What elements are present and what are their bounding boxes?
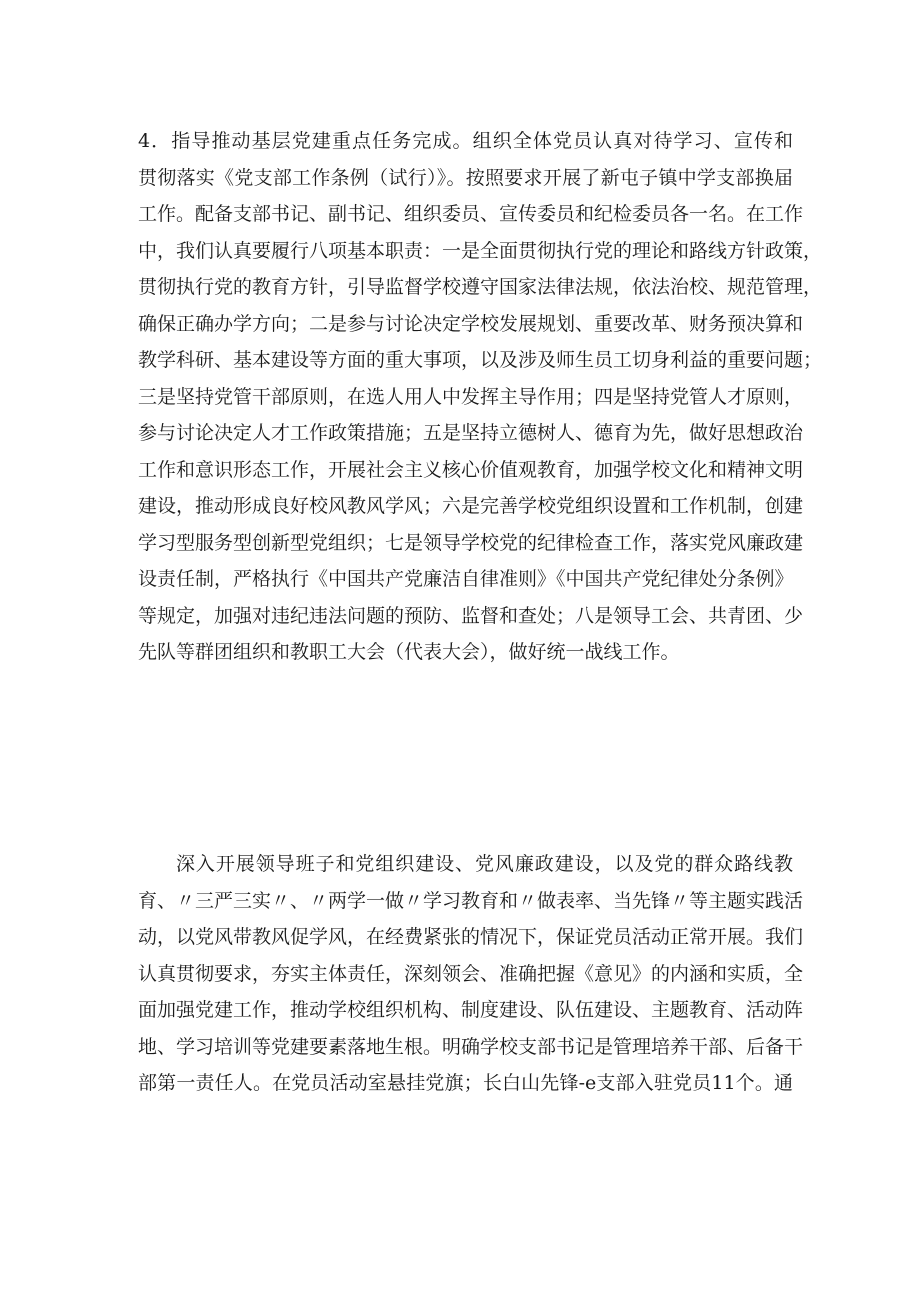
text-line: 部第一责任人。在党员活动室悬挂党旗；长白山先锋-e支部入驻党员11个。通 (138, 1072, 793, 1094)
text-line: 先队等群团组织和教职工大会（代表大会），做好统一战线工作。 (138, 641, 680, 663)
paragraph-party-duties (138, 123, 823, 671)
text-line: 学习型服务型创新型党组织；七是领导学校党的纪律检查工作，落实党风廉政建 (138, 531, 804, 554)
text-line: 等规定，加强对违纪违法问题的预防、监督和查处；八是领导工会、共青团、少 (138, 604, 804, 627)
text-line: 确保正确办学方向；二是参与讨论决定学校发展规划、重要改革、财务预决算和 (138, 312, 804, 335)
text-line: 动，以党风带教风促学风，在经费紧张的情况下，保证党员活动正常开展。我们 (138, 926, 804, 948)
text-line: 工作和意识形态工作，开展社会主义核心价值观教育，加强学校文化和精神文明 (138, 458, 804, 481)
text-line: 设责任制，严格执行《中国共产党廉洁自律准则》《中国共产党纪律处分条例》 (138, 568, 794, 590)
text-line: 育、〃三严三实〃、〃两学一做〃学习教育和〃做表率、当先锋〃等主题实践活 (138, 889, 804, 912)
text-line: 认真贯彻要求，夯实主体责任，深刻领会、准确把握《意见》的内涵和实质，全 (138, 962, 804, 985)
text-line: 中，我们认真要履行八项基本职责：一是全面贯彻执行党的理论和路线方针政策， (138, 239, 823, 262)
text-line: 面加强党建工作，推动学校组织机构、制度建设、队伍建设、主题教育、活动阵 (138, 999, 804, 1021)
text-line: 建设，推动形成良好校风教风学风；六是完善学校党组织设置和工作机制，创建 (138, 495, 804, 517)
text-line: 贯彻落实《党支部工作条例（试行）》。按照要求开展了新屯子镇中学支部换届 (138, 166, 793, 189)
text-line: 教学科研、基本建设等方面的重大事项，以及涉及师生员工切身利益的重要问题； (138, 349, 823, 371)
text-line: 参与讨论决定人才工作政策措施；五是坚持立德树人、德育为先，做好思想政治 (138, 422, 804, 444)
text-line: 深入开展领导班子和党组织建设、党风廉政建设，以及党的群众路线教 (176, 853, 793, 875)
paragraph-party-building (138, 846, 804, 1102)
text-line: 三是坚持党管干部原则，在选人用人中发挥主导作用；四是坚持党管人才原则， (138, 385, 804, 408)
text-line: 地、学习培训等党建要素落地生根。明确学校支部书记是管理培养干部、后备干 (138, 1035, 804, 1058)
text-line: 贯彻执行党的教育方针，引导监督学校遵守国家法律法规，依法治校、规范管理， (138, 276, 823, 298)
text-line: 工作。配备支部书记、副书记、组织委员、宣传委员和纪检委员各一名。在工作 (138, 203, 804, 225)
text-line: 4．指导推动基层党建重点任务完成。组织全体党员认真对待学习、宣传和 (138, 130, 793, 152)
